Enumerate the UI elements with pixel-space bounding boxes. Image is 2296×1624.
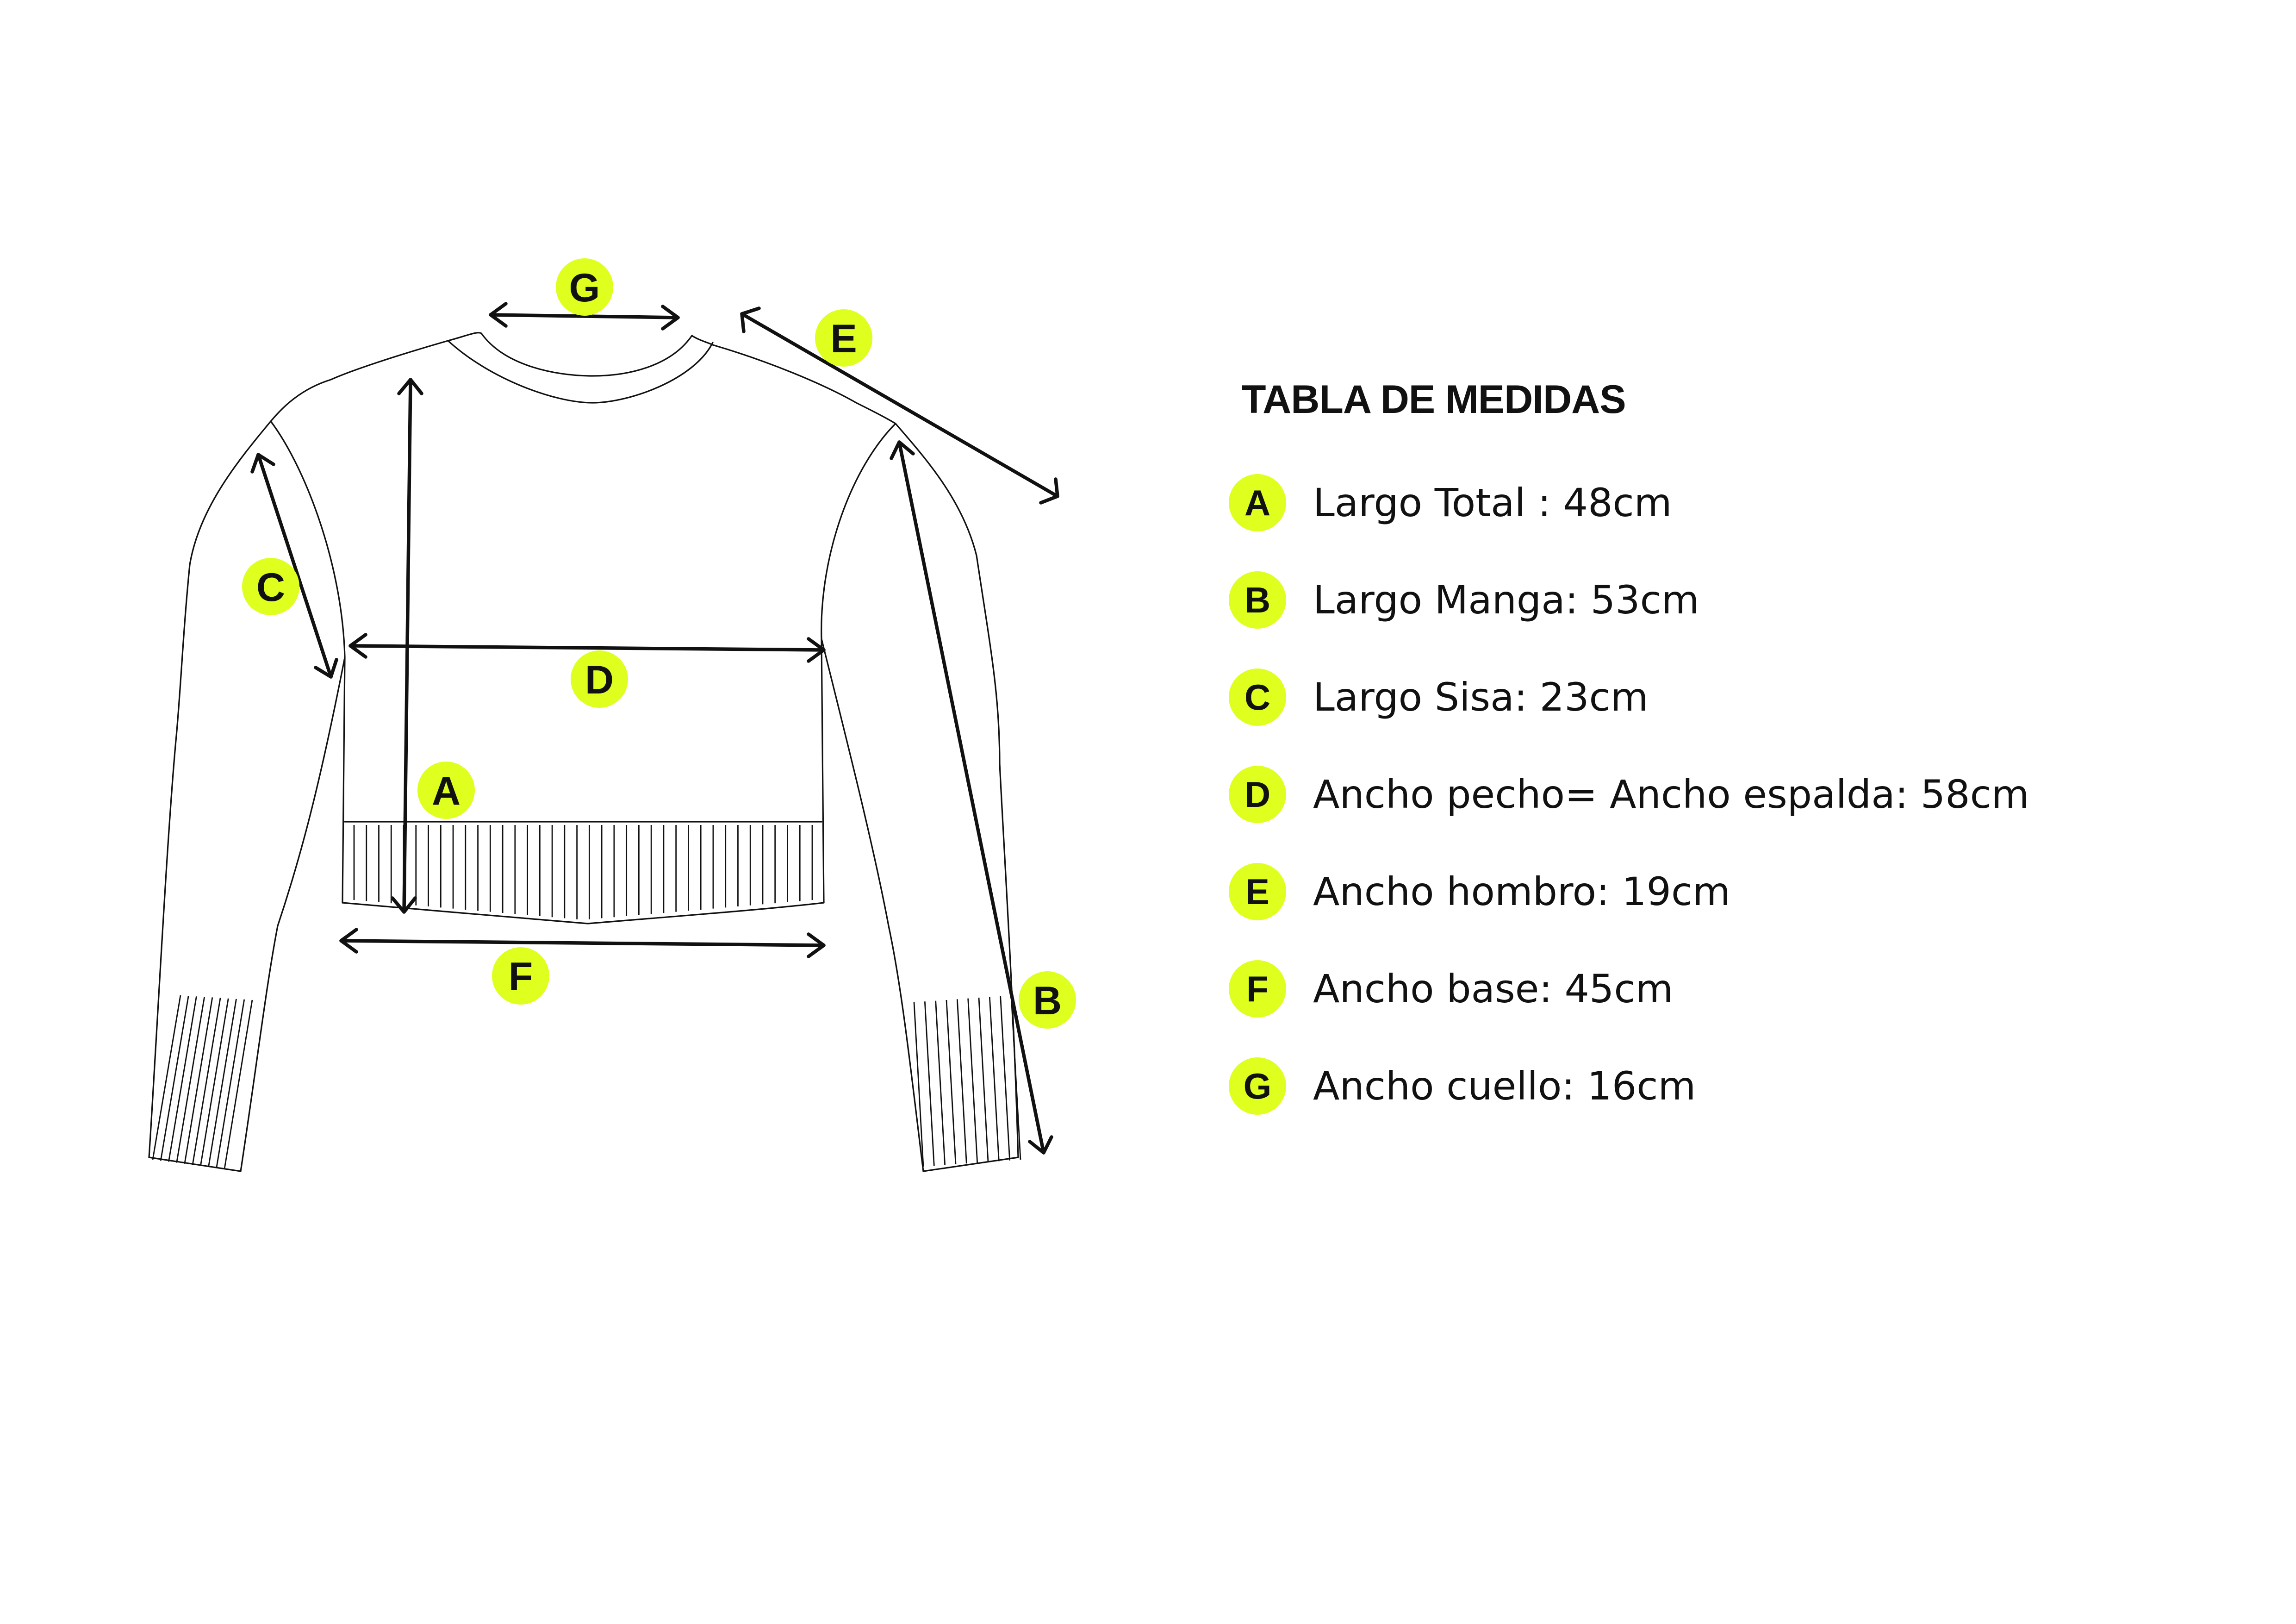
letter-badge: A bbox=[1229, 474, 1286, 531]
badge-b bbox=[1019, 971, 1076, 1029]
arrow-e-shoulder-width bbox=[742, 308, 1058, 503]
badge-f bbox=[492, 947, 549, 1005]
letter-badge: E bbox=[1229, 863, 1286, 920]
measurement-row-e bbox=[1229, 843, 2201, 940]
measurement-label: Ancho pecho= Ancho espalda: 58cm bbox=[1313, 772, 2029, 817]
badge-e bbox=[815, 309, 872, 367]
letter-badge: B bbox=[1229, 571, 1286, 629]
measurement-row-d bbox=[1229, 746, 2201, 843]
svg-text:F: F bbox=[508, 955, 533, 999]
measurement-row-b bbox=[1229, 551, 2201, 649]
letter-badge: G bbox=[1229, 1057, 1286, 1115]
right-cuff-ribbing bbox=[914, 995, 1020, 1167]
measurement-label: Largo Sisa: 23cm bbox=[1313, 675, 1649, 720]
measurement-row-a bbox=[1229, 454, 2201, 551]
svg-text:D: D bbox=[585, 658, 614, 702]
measurement-label: Ancho base: 45cm bbox=[1313, 966, 1674, 1012]
measurement-row-f bbox=[1229, 940, 2201, 1037]
measurement-label: Ancho cuello: 16cm bbox=[1313, 1063, 1696, 1109]
table-title: TABLA DE MEDIDAS bbox=[1242, 377, 1626, 422]
measurement-row-c bbox=[1229, 649, 2201, 746]
letter-badge: D bbox=[1229, 766, 1286, 823]
svg-text:A: A bbox=[431, 769, 461, 813]
svg-text:B: B bbox=[1033, 979, 1062, 1023]
letter-badge: F bbox=[1229, 960, 1286, 1018]
hem-ribbing bbox=[354, 825, 812, 919]
sweater-outline bbox=[149, 333, 1018, 1171]
badge-d bbox=[571, 650, 628, 708]
letter-badge: C bbox=[1229, 668, 1286, 726]
left-cuff-ribbing bbox=[153, 995, 252, 1169]
badge-c bbox=[242, 558, 299, 615]
arrow-b-sleeve-length bbox=[891, 442, 1052, 1153]
arrow-f-base-width bbox=[341, 930, 824, 956]
measurement-row-g bbox=[1229, 1037, 2201, 1135]
badge-a bbox=[417, 762, 475, 819]
svg-text:G: G bbox=[569, 266, 600, 310]
svg-text:E: E bbox=[830, 317, 857, 361]
measurement-label: Largo Manga: 53cm bbox=[1313, 577, 1699, 623]
badge-g bbox=[556, 258, 613, 316]
measurement-label: Ancho hombro: 19cm bbox=[1313, 869, 1730, 914]
measurement-label: Largo Total : 48cm bbox=[1313, 480, 1672, 525]
svg-text:C: C bbox=[256, 565, 286, 610]
measurement-table bbox=[1229, 377, 2201, 1135]
